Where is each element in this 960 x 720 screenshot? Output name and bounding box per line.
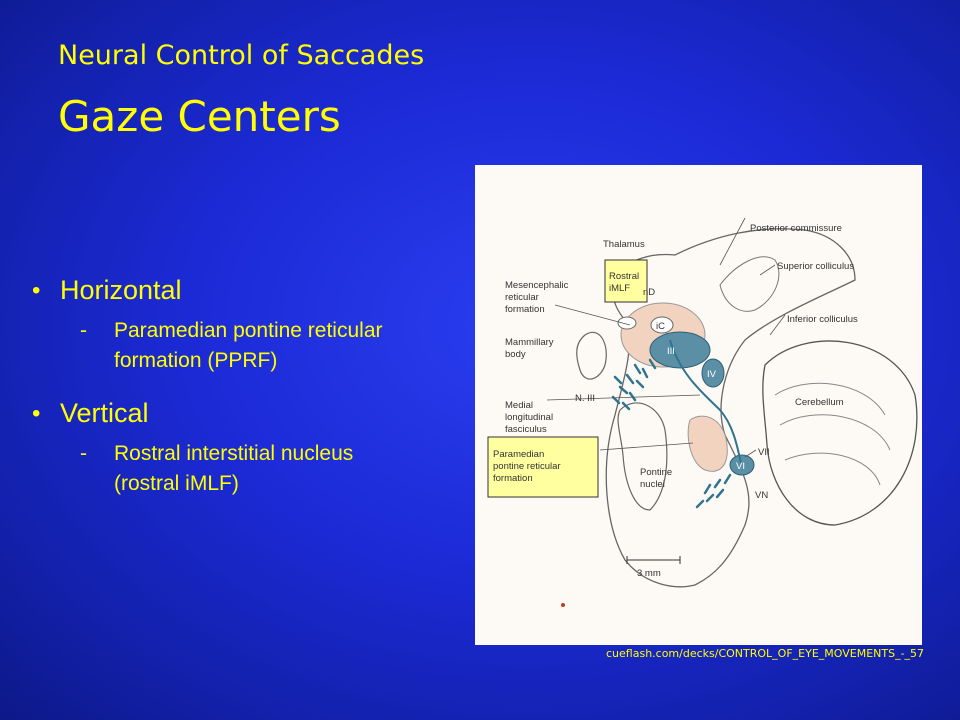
label-mesencephalic-2: reticular [505,292,539,303]
bullet-label: Vertical [60,398,149,428]
brainstem-diagram [475,165,922,645]
superior-colliculus-shape [720,257,779,311]
label-pprf-3: formation [493,473,533,484]
sub-bullet-text: Rostral interstitial nucleus (rostral iMLF) [114,442,354,495]
label-nd: nD [643,287,656,298]
label-mesencephalic-1: Mesencephalic [505,280,569,291]
label-pprf-1: Paramedian [493,449,545,460]
dash-icon: - [80,442,87,465]
label-mesencephalic-3: formation [505,304,545,315]
label-rostral-1: Rostral [609,271,640,282]
bullet-dot-icon: • [32,276,41,304]
label-thalamus: Thalamus [603,239,645,250]
label-ic: iC [656,321,665,332]
label-inferior-colliculus: Inferior colliculus [787,314,858,325]
pprf-region [688,416,727,471]
bullet-dot-icon: • [32,399,41,427]
label-mlf-1: Medial [505,400,533,411]
source-caption: cueflash.com/decks/CONTROL_OF_EYE_MOVEMENTS_-_57 [606,647,925,660]
label-mammillary-2: body [505,349,526,360]
label-vii: VII [758,447,770,458]
rostral-imlf-nucleus [618,317,636,329]
label-mlf-2: longitudinal [505,412,554,423]
label-rostral-2: iMLF [609,283,631,294]
slide-title: Neural Control of Saccades [58,40,425,71]
label-nucleus-vi: VI [736,461,745,472]
label-pprf-2: pontine reticular [493,461,561,472]
label-pontine-2: nuclei [640,479,665,490]
label-nucleus-iii: III [667,346,675,357]
bullet-vertical [32,398,452,429]
label-mlf-3: fasciculus [505,424,547,435]
label-superior-colliculus: Superior colliculus [777,261,855,272]
brainstem-svg [475,165,922,645]
label-mammillary-1: Mammillary [505,337,554,348]
label-pontine-1: Pontine [640,467,673,478]
n3-fibers [613,360,655,409]
abducens-fibers [697,475,730,507]
red-mark [561,603,565,607]
pontine-nuclei-outline [618,403,667,510]
label-nucleus-iv: IV [707,369,716,380]
sub-bullet-text: Paramedian pontine reticular formation (PPRF) [114,319,383,372]
mammillary-body-shape [577,332,607,379]
label-vn: VN [755,490,769,501]
slide-subtitle: Gaze Centers [58,92,341,141]
bullet-label: Horizontal [60,275,182,305]
bullet-list [32,275,452,499]
sub-bullet-pprf [72,316,452,376]
bullet-horizontal [32,275,452,306]
sub-bullet-imlf [72,439,452,499]
label-n3: N. III [575,393,596,404]
dash-icon: - [80,319,87,342]
label-scale: 3 mm [637,568,661,579]
label-cerebellum: Cerebellum [795,397,844,408]
cerebellum-outline [763,341,917,525]
label-posterior-commissure: Posterior commissure [750,223,842,234]
